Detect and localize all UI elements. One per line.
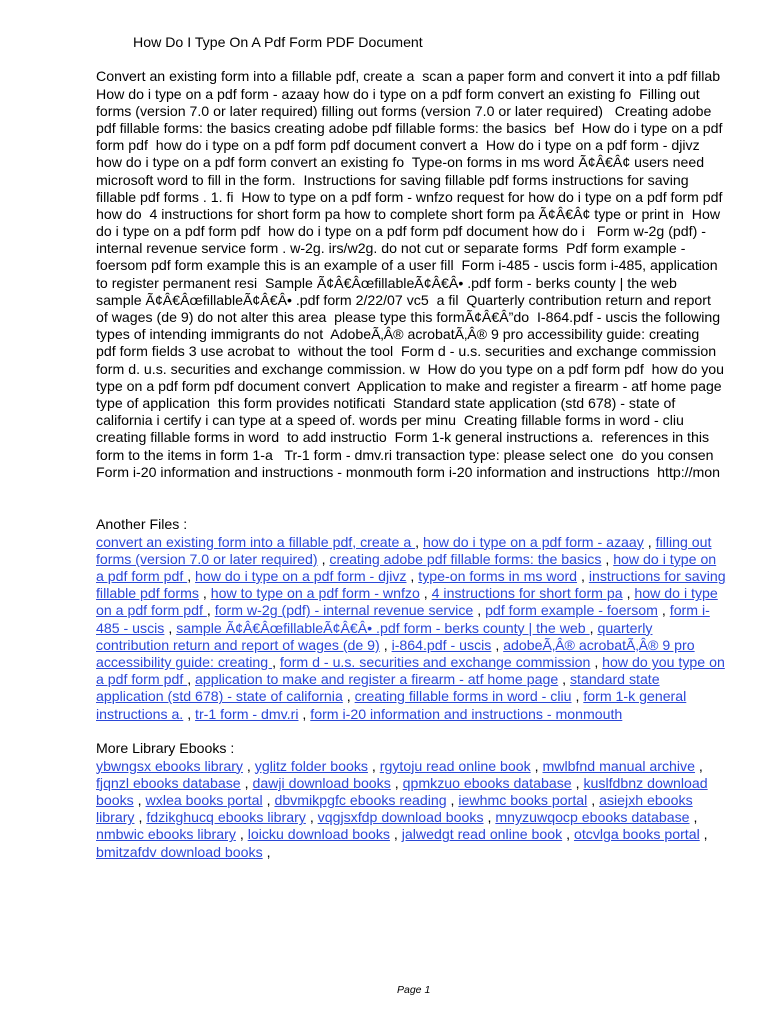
file-link[interactable]: form i-20 information and instructions - monmouth — [310, 705, 623, 722]
file-link[interactable]: how do i type on a pdf form pdf — [96, 550, 717, 584]
link-separator: , — [393, 826, 402, 843]
file-link[interactable]: standard state application (std 678) - state of california — [96, 671, 660, 705]
link-separator: , — [626, 585, 635, 602]
body-line: do i type on a pdf form pdf how do i type on a pdf form pdf document how do i Form w-2g (pdf) - — [96, 223, 706, 240]
link-separator: , — [187, 568, 196, 584]
link-separator: , — [187, 671, 196, 688]
ebook-link[interactable]: jalwedgt read online book — [401, 826, 563, 843]
ebook-link[interactable]: rgytoju read online book — [379, 757, 531, 774]
file-link[interactable]: filling out forms (version 7.0 or later required) — [96, 533, 712, 567]
ebook-link[interactable]: otcvlga books portal — [573, 826, 700, 843]
body-line: internal revenue service form . w-2g. irs/w2g. do not cut or separate forms Pdf form example - — [96, 240, 686, 257]
body-line: sample Ã¢Â€ÂœfillableÃ¢Â€Â• .pdf form 2/22/07 vc5 a fil Quarterly contribution return and report — [96, 291, 711, 308]
ebook-link[interactable]: bmitzafdv download books — [96, 843, 263, 860]
document-title: How Do I Type On A Pdf Form PDF Document — [133, 34, 423, 51]
file-link[interactable]: how do i type on a pdf form - djivz — [195, 568, 407, 584]
body-line: type on a pdf form pdf document convert Application to make and register a firearm - atf home page — [96, 377, 722, 394]
body-line: how do i type on a pdf form convert an existing fo Type-on forms in ms word Ã¢Â€Â¢ users need — [96, 154, 705, 171]
body-text — [96, 68, 746, 481]
body-line: How do i type on a pdf form - azaay how do i type on a pdf form convert an existing fo Filling out — [96, 85, 700, 102]
body-line: foersom pdf form example this is an example of a user fill Form i-485 - uscis form i-485, application — [96, 257, 718, 274]
body-line: fillable pdf forms . 1. fi How to type on a pdf form - wnfzo request for how do i type on a pdf form pdf — [96, 188, 723, 205]
body-line: how do 4 instructions for short form pa how to complete short form pa Ã¢Â€Â¢ type or print in How — [96, 205, 721, 222]
link-separator: , — [168, 619, 177, 636]
link-separator: , — [346, 688, 355, 705]
link-separator: , — [246, 757, 255, 774]
link-separator: , — [580, 568, 589, 584]
ebook-link[interactable]: mwlbfnd manual archive — [542, 757, 695, 774]
file-link[interactable]: creating adobe pdf fillable forms: the basics — [329, 550, 602, 567]
link-separator: , — [423, 585, 432, 602]
file-link[interactable]: 4 instructions for short form pa — [431, 585, 623, 602]
ebook-link[interactable]: nmbwic ebooks library — [96, 826, 236, 843]
link-separator: , — [371, 757, 380, 774]
body-line: form pdf how do i type on a pdf form pdf document convert a How do i type on a pdf form - djivz — [96, 137, 700, 154]
link-separator: , — [703, 826, 708, 843]
link-separator: , — [566, 826, 574, 843]
link-separator: , — [487, 809, 496, 826]
link-separator: , — [239, 826, 248, 843]
file-link[interactable]: creating fillable forms in word - cliu — [354, 688, 572, 705]
link-separator: , — [575, 688, 584, 705]
link-separator: , — [266, 792, 275, 808]
body-line: Convert an existing form into a fillable pdf, create a scan a paper form and convert it into a pdf fillab — [96, 68, 721, 85]
page-number: Page 1 — [397, 984, 431, 996]
ebook-link[interactable]: fjqnzl ebooks database — [96, 774, 241, 791]
file-link[interactable]: quarterly contribution return and report of wages (de 9) — [96, 619, 653, 653]
file-link[interactable]: how do i type on a pdf form - azaay — [422, 533, 644, 550]
link-separator: , — [202, 585, 211, 602]
more-ebooks-links — [96, 758, 727, 861]
link-separator: , — [302, 705, 311, 722]
body-line: creating fillable forms in word to add instructio Form 1-k general instructions a. references in this — [96, 429, 710, 446]
link-separator: , — [415, 533, 423, 550]
link-separator: , — [383, 636, 392, 653]
more-ebooks-heading: More Library Ebooks : — [96, 740, 235, 757]
link-separator: , — [272, 654, 280, 671]
body-line: types of intending immigrants do not AdobeÃ‚Â® acrobatÃ‚Â® 9 pro accessibility guide: creating — [96, 326, 700, 343]
ebook-link[interactable]: qpmkzuo ebooks database — [402, 774, 572, 791]
body-line: Form i-20 information and instructions - monmouth form i-20 information and instructions http://mon — [96, 463, 721, 480]
body-line: forms (version 7.0 or later required) filling out forms (version 7.0 or later required) Creating adobe — [96, 102, 712, 119]
ebook-link[interactable]: ybwngsx ebooks library — [96, 757, 243, 774]
ebook-link[interactable]: dawji download books — [252, 774, 391, 791]
ebook-link[interactable]: loicku download books — [247, 826, 390, 843]
link-separator: , — [647, 533, 656, 550]
link-separator: , — [693, 809, 698, 826]
file-link[interactable]: type-on forms in ms word — [418, 568, 578, 584]
link-separator: , — [575, 774, 584, 791]
body-line: of wages (de 9) do not alter this area please type this formÃ¢Â€Â”do I-864.pdf - uscis the following — [96, 309, 721, 326]
more-ebooks-section — [96, 740, 727, 860]
file-link[interactable]: application to make and register a firearm - atf home page — [195, 671, 559, 688]
link-separator: , — [309, 809, 318, 826]
link-separator: , — [321, 550, 330, 567]
link-separator: , — [534, 757, 543, 774]
link-separator: , — [594, 654, 603, 671]
ebook-link[interactable]: mnyzuwqocp ebooks database — [495, 809, 690, 826]
body-line: california i certify i can type at a speed of. words per minu Creating fillable forms in word - cliu — [96, 412, 684, 429]
body-line: type of application this form provides notificati Standard state application (std 678) - state of — [96, 394, 676, 411]
link-separator: , — [244, 774, 253, 791]
another-files-heading: Another Files : — [96, 516, 188, 533]
link-separator: , — [187, 705, 196, 722]
file-link[interactable]: instructions for saving fillable pdf forms — [96, 568, 726, 602]
ebook-link[interactable]: asiejxh ebooks library — [96, 792, 693, 826]
link-separator: , — [698, 757, 703, 774]
link-separator: , — [137, 792, 146, 808]
file-link[interactable]: form d - u.s. securities and exchange commission — [279, 654, 591, 671]
ebook-link[interactable]: iewhmc books portal — [458, 792, 588, 808]
link-separator: , — [562, 671, 570, 688]
another-files-section — [96, 516, 727, 722]
file-link[interactable]: i-864.pdf - uscis — [391, 636, 492, 653]
file-link[interactable]: form i-485 - uscis — [96, 602, 710, 636]
link-separator: , — [589, 619, 598, 636]
link-separator: , — [266, 843, 271, 860]
file-link[interactable]: how do you type on a pdf form pdf — [96, 654, 725, 688]
body-line: to register permanent resi Sample Ã¢Â€ÂœfillableÃ¢Â€Â• .pdf form - berks county | the web — [96, 274, 677, 291]
file-link[interactable]: adobeÃ‚Â® acrobatÃ‚Â® 9 pro accessibility guide: creating — [96, 636, 695, 671]
link-separator: , — [410, 568, 419, 584]
another-files-links — [96, 534, 727, 723]
file-link[interactable]: how do i type on a pdf form pdf — [96, 585, 718, 619]
link-separator: , — [206, 602, 215, 619]
file-link[interactable]: form 1-k general instructions a. — [96, 688, 687, 722]
file-link[interactable]: pdf form example - foersom — [485, 602, 658, 619]
ebook-link[interactable]: dbvmikpgfc ebooks reading — [274, 792, 447, 808]
link-separator: , — [661, 602, 670, 619]
ebook-link[interactable]: wxlea books portal — [145, 792, 263, 808]
file-link[interactable]: form w-2g (pdf) - internal revenue service — [214, 602, 474, 619]
link-separator: , — [605, 550, 614, 567]
link-separator: , — [477, 602, 486, 619]
link-separator: , — [495, 636, 504, 653]
ebook-link[interactable]: fdzikghucq ebooks library — [146, 809, 306, 826]
ebook-link[interactable]: yglitz folder books — [254, 757, 368, 774]
link-separator: , — [450, 792, 459, 808]
body-line: microsoft word to fill in the form. Instructions for saving fillable pdf forms instructions for saving — [96, 171, 689, 188]
file-link[interactable]: convert an existing form into a fillable pdf, create a — [96, 533, 416, 550]
body-line: form to the items in form 1-a Tr-1 form - dmv.ri transaction type: please select one do you consen — [96, 446, 714, 463]
link-separator: , — [138, 809, 147, 826]
link-separator: , — [394, 774, 403, 791]
ebook-link[interactable]: kuslfdbnz download books — [96, 774, 708, 808]
ebook-link[interactable]: vqgjsxfdp download books — [317, 809, 484, 826]
file-link[interactable]: tr-1 form - dmv.ri — [195, 705, 299, 722]
body-line: pdf form fields 3 use acrobat to without the tool Form d - u.s. securities and exchange commission — [96, 343, 717, 360]
file-link[interactable]: how to type on a pdf form - wnfzo — [210, 585, 420, 602]
file-link[interactable]: sample Ã¢Â€ÂœfillableÃ¢Â€Â• .pdf form - berks county | the web — [176, 619, 590, 636]
body-line: pdf fillable forms: the basics creating adobe pdf fillable forms: the basics bef How do i type on a pdf — [96, 119, 723, 136]
link-separator: , — [591, 792, 600, 808]
body-line: form d. u.s. securities and exchange commission. w How do you type on a pdf form pdf how do you — [96, 360, 725, 377]
